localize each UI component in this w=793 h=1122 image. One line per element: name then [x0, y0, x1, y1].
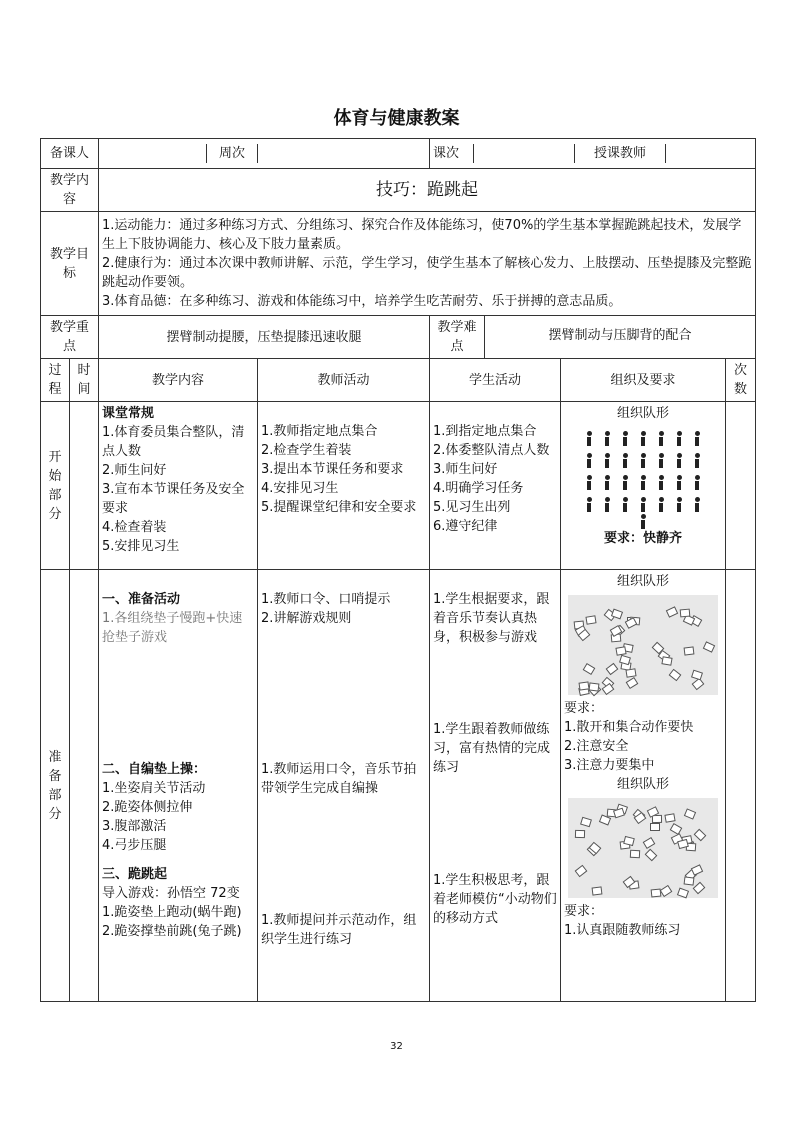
- part3-item: 1.跪姿垫上跑动(蜗牛跑): [102, 905, 242, 920]
- mat-icon: [683, 876, 694, 885]
- start-content-item: 5.安排见习生: [102, 539, 180, 554]
- prep-student: [430, 570, 561, 1002]
- part3-student: 1.学生积极思考，跟着老师模仿“小动物们的移动方式: [433, 873, 557, 926]
- lesson-no-label: 课次: [433, 146, 460, 161]
- start-teacher-item: 4.安排见习生: [261, 481, 339, 496]
- start-teacher: [258, 402, 430, 570]
- col-process: 过程: [41, 359, 70, 402]
- teacher-value: [665, 144, 752, 163]
- start-teacher-item: 2.检查学生着装: [261, 443, 352, 458]
- part1-student: 1.学生根据要求，跟着音乐节奏认真热身，积极参与游戏: [433, 592, 550, 645]
- mat-icon: [666, 606, 678, 617]
- student-figure-icon: [618, 475, 632, 490]
- part2-item: 1.坐姿肩关节活动: [102, 781, 206, 796]
- student-figure-icon: [690, 453, 704, 468]
- mat-icon: [661, 656, 672, 666]
- org1-req: 2.注意安全: [564, 739, 629, 754]
- start-student: [430, 402, 561, 570]
- mat-icon: [684, 808, 696, 819]
- part1-item: 1.各组绕垫子慢跑+快速抢垫子游戏: [102, 611, 243, 645]
- mat-icon: [680, 609, 691, 618]
- goals-label: 教学目标: [41, 212, 99, 316]
- student-figure-icon: [654, 497, 668, 512]
- col-time: 时间: [70, 359, 99, 402]
- mat-icon: [575, 865, 588, 877]
- diff-value: 摆臂制动与压脚背的配合: [484, 316, 755, 358]
- key-value: 摆臂制动提腰，压垫提膝迅速收腿: [99, 316, 430, 359]
- part2-student: 1.学生跟着教师做练习，富有热情的完成练习: [433, 722, 551, 775]
- student-figure-icon: [654, 431, 668, 446]
- content-label: 教学内容: [41, 169, 99, 212]
- col-org: 组织及要求: [561, 359, 726, 402]
- start-student-item: 3.师生问好: [433, 462, 498, 477]
- mat-icon: [630, 850, 640, 859]
- part3-teacher: 1.教师提问并示范动作，组织学生进行练习: [261, 913, 417, 947]
- goal-item: 2.健康行为：通过本次课中教师讲解、示范，学生学习，使学生基本了解核心发力、上肢摆动、压垫提膝及完整跪跳起动作要领。: [102, 256, 752, 290]
- start-student-item: 2.体委整队清点人数: [433, 443, 550, 458]
- start-org-title: 组织队形: [617, 406, 670, 421]
- mat-icon: [583, 663, 596, 675]
- mat-icon: [589, 682, 600, 691]
- org1-title: 组织队形: [617, 574, 670, 589]
- phase-start: 开始部分: [41, 402, 70, 570]
- mat-icon: [703, 641, 715, 652]
- exercise-formation-photo: [568, 798, 718, 898]
- mat-icon: [606, 662, 619, 674]
- mat-icon: [652, 815, 662, 823]
- diff-label: 教学难点: [437, 320, 477, 354]
- mat-icon: [691, 669, 703, 680]
- mat-icon: [575, 830, 585, 838]
- part1-teacher-item: 1.教师口令、口哨提示: [261, 592, 391, 607]
- student-figure-icon: [600, 453, 614, 468]
- mat-icon: [626, 668, 637, 677]
- mat-icon: [650, 823, 660, 831]
- student-figure-icon: [672, 431, 686, 446]
- page-number: 32: [390, 1041, 403, 1052]
- col-count: 次数: [726, 359, 756, 402]
- org2-req-label: 要求：: [564, 904, 604, 919]
- prep-teacher: [258, 570, 430, 1002]
- goal-item: 1.运动能力：通过多种练习方式、分组练习、探究合作及体能练习，使70%的学生基本掌握跪跳起技术，发展学生上下肢协调能力、核心及下肢力量素质。: [102, 218, 742, 252]
- student-figure-icon: [636, 431, 650, 446]
- mat-icon: [691, 864, 703, 875]
- start-org: [561, 402, 726, 570]
- part3-intro: 导入游戏：孙悟空 72变: [102, 886, 240, 901]
- student-figure-icon: [600, 497, 614, 512]
- teacher-label: 授课教师: [574, 144, 665, 163]
- student-figure-icon: [618, 497, 632, 512]
- mat-icon: [615, 646, 626, 656]
- mat-icon: [585, 615, 596, 624]
- student-figure-icon: [582, 453, 596, 468]
- part1-teacher-item: 2.讲解游戏规则: [261, 611, 352, 626]
- start-content-item: 3.宣布本节课任务及安全要求: [102, 482, 245, 516]
- student-figure-icon: [636, 453, 650, 468]
- page-title: 体育与健康教案: [333, 108, 460, 129]
- prep-org: [561, 570, 726, 1002]
- formation-diagram: [582, 431, 704, 512]
- part2-item: 3.腹部激活: [102, 819, 167, 834]
- part3-item: 2.跪姿撑垫前跳(兔子跳): [102, 924, 242, 939]
- start-content-title: 课堂常规: [102, 406, 155, 421]
- student-figure-icon: [672, 497, 686, 512]
- mat-icon: [592, 887, 603, 896]
- mat-icon: [684, 647, 695, 656]
- goals-list: [99, 212, 756, 316]
- mat-icon: [677, 888, 689, 899]
- part2-teacher: 1.教师运用口令，音乐节拍带领学生完成自编操: [261, 762, 417, 796]
- start-teacher-item: 1.教师指定地点集合: [261, 424, 378, 439]
- part1-title: 一、准备活动: [102, 592, 181, 607]
- col-student: 学生活动: [430, 359, 561, 402]
- week-label: 周次: [206, 144, 257, 163]
- preparer-value: [102, 144, 206, 163]
- start-student-item: 6.遵守纪律: [433, 519, 498, 534]
- student-figure-icon: [672, 475, 686, 490]
- mat-icon: [665, 813, 676, 823]
- start-content-item: 1.体育委员集合整队，清点人数: [102, 425, 245, 459]
- student-figure-icon: [600, 475, 614, 490]
- mat-icon: [693, 829, 706, 842]
- student-figure-icon: [672, 453, 686, 468]
- student-figure-icon: [618, 453, 632, 468]
- goal-item: 3.体育品德：在多种练习、游戏和体能练习中，培养学生吃苦耐劳、乐于拼搏的意志品质。: [102, 294, 622, 309]
- start-content-item: 2.师生问好: [102, 463, 167, 478]
- start-student-item: 5.见习生出列: [433, 500, 511, 515]
- org1-req: 3.注意力要集中: [564, 758, 655, 773]
- org1-req-label: 要求：: [564, 701, 604, 716]
- part2-item: 4.弓步压腿: [102, 838, 167, 853]
- student-figure-icon: [690, 497, 704, 512]
- start-content-item: 4.检查着装: [102, 520, 167, 535]
- student-figure-icon: [636, 475, 650, 490]
- prep-content: [99, 570, 258, 1002]
- lesson-plan-table: [40, 138, 756, 1002]
- phase-prep: 准备部分: [41, 570, 70, 1002]
- content-value: 技巧：跪跳起: [99, 169, 756, 212]
- warmup-formation-photo: [568, 595, 718, 695]
- mat-icon: [693, 882, 706, 895]
- start-student-item: 1.到指定地点集合: [433, 424, 537, 439]
- start-student-item: 4.明确学习任务: [433, 481, 524, 496]
- student-figure-icon: [618, 431, 632, 446]
- student-figure-icon: [582, 475, 596, 490]
- start-teacher-item: 3.提出本节课任务和要求: [261, 462, 404, 477]
- col-content: 教学内容: [99, 359, 258, 402]
- mat-icon: [642, 837, 655, 849]
- start-org-req: 要求：快静齐: [604, 531, 683, 546]
- student-figure-icon: [690, 475, 704, 490]
- preparer-label: 备课人: [41, 139, 99, 169]
- org2-title: 组织队形: [617, 777, 670, 792]
- student-figure-icon: [582, 497, 596, 512]
- student-figure-icon: [600, 431, 614, 446]
- mat-icon: [669, 668, 682, 680]
- mat-icon: [625, 677, 638, 689]
- part2-item: 2.跪姿体侧拉伸: [102, 800, 193, 815]
- start-content: [99, 402, 258, 570]
- mat-icon: [659, 885, 672, 897]
- lesson-no-value: [473, 144, 574, 163]
- student-figure-icon: [636, 497, 650, 512]
- student-figure-icon: [654, 453, 668, 468]
- key-label: 教学重点: [41, 316, 99, 359]
- part2-title: 二、自编垫上操：: [102, 762, 207, 777]
- start-teacher-item: 5.提醒课堂纪律和安全要求: [261, 500, 417, 515]
- student-figure-icon: [582, 431, 596, 446]
- col-teacher: 教师活动: [258, 359, 430, 402]
- student-figure-icon: [690, 431, 704, 446]
- week-value: [257, 144, 426, 163]
- mat-icon: [580, 817, 592, 828]
- org1-req: 1.散开和集合动作要快: [564, 720, 694, 735]
- student-figure-icon: [654, 475, 668, 490]
- mat-icon: [645, 849, 658, 862]
- org2-req: 1.认真跟随教师练习: [564, 923, 681, 938]
- teacher-figure-icon: [641, 514, 646, 529]
- mat-icon: [599, 815, 611, 826]
- part3-title: 三、跪跳起: [102, 867, 168, 882]
